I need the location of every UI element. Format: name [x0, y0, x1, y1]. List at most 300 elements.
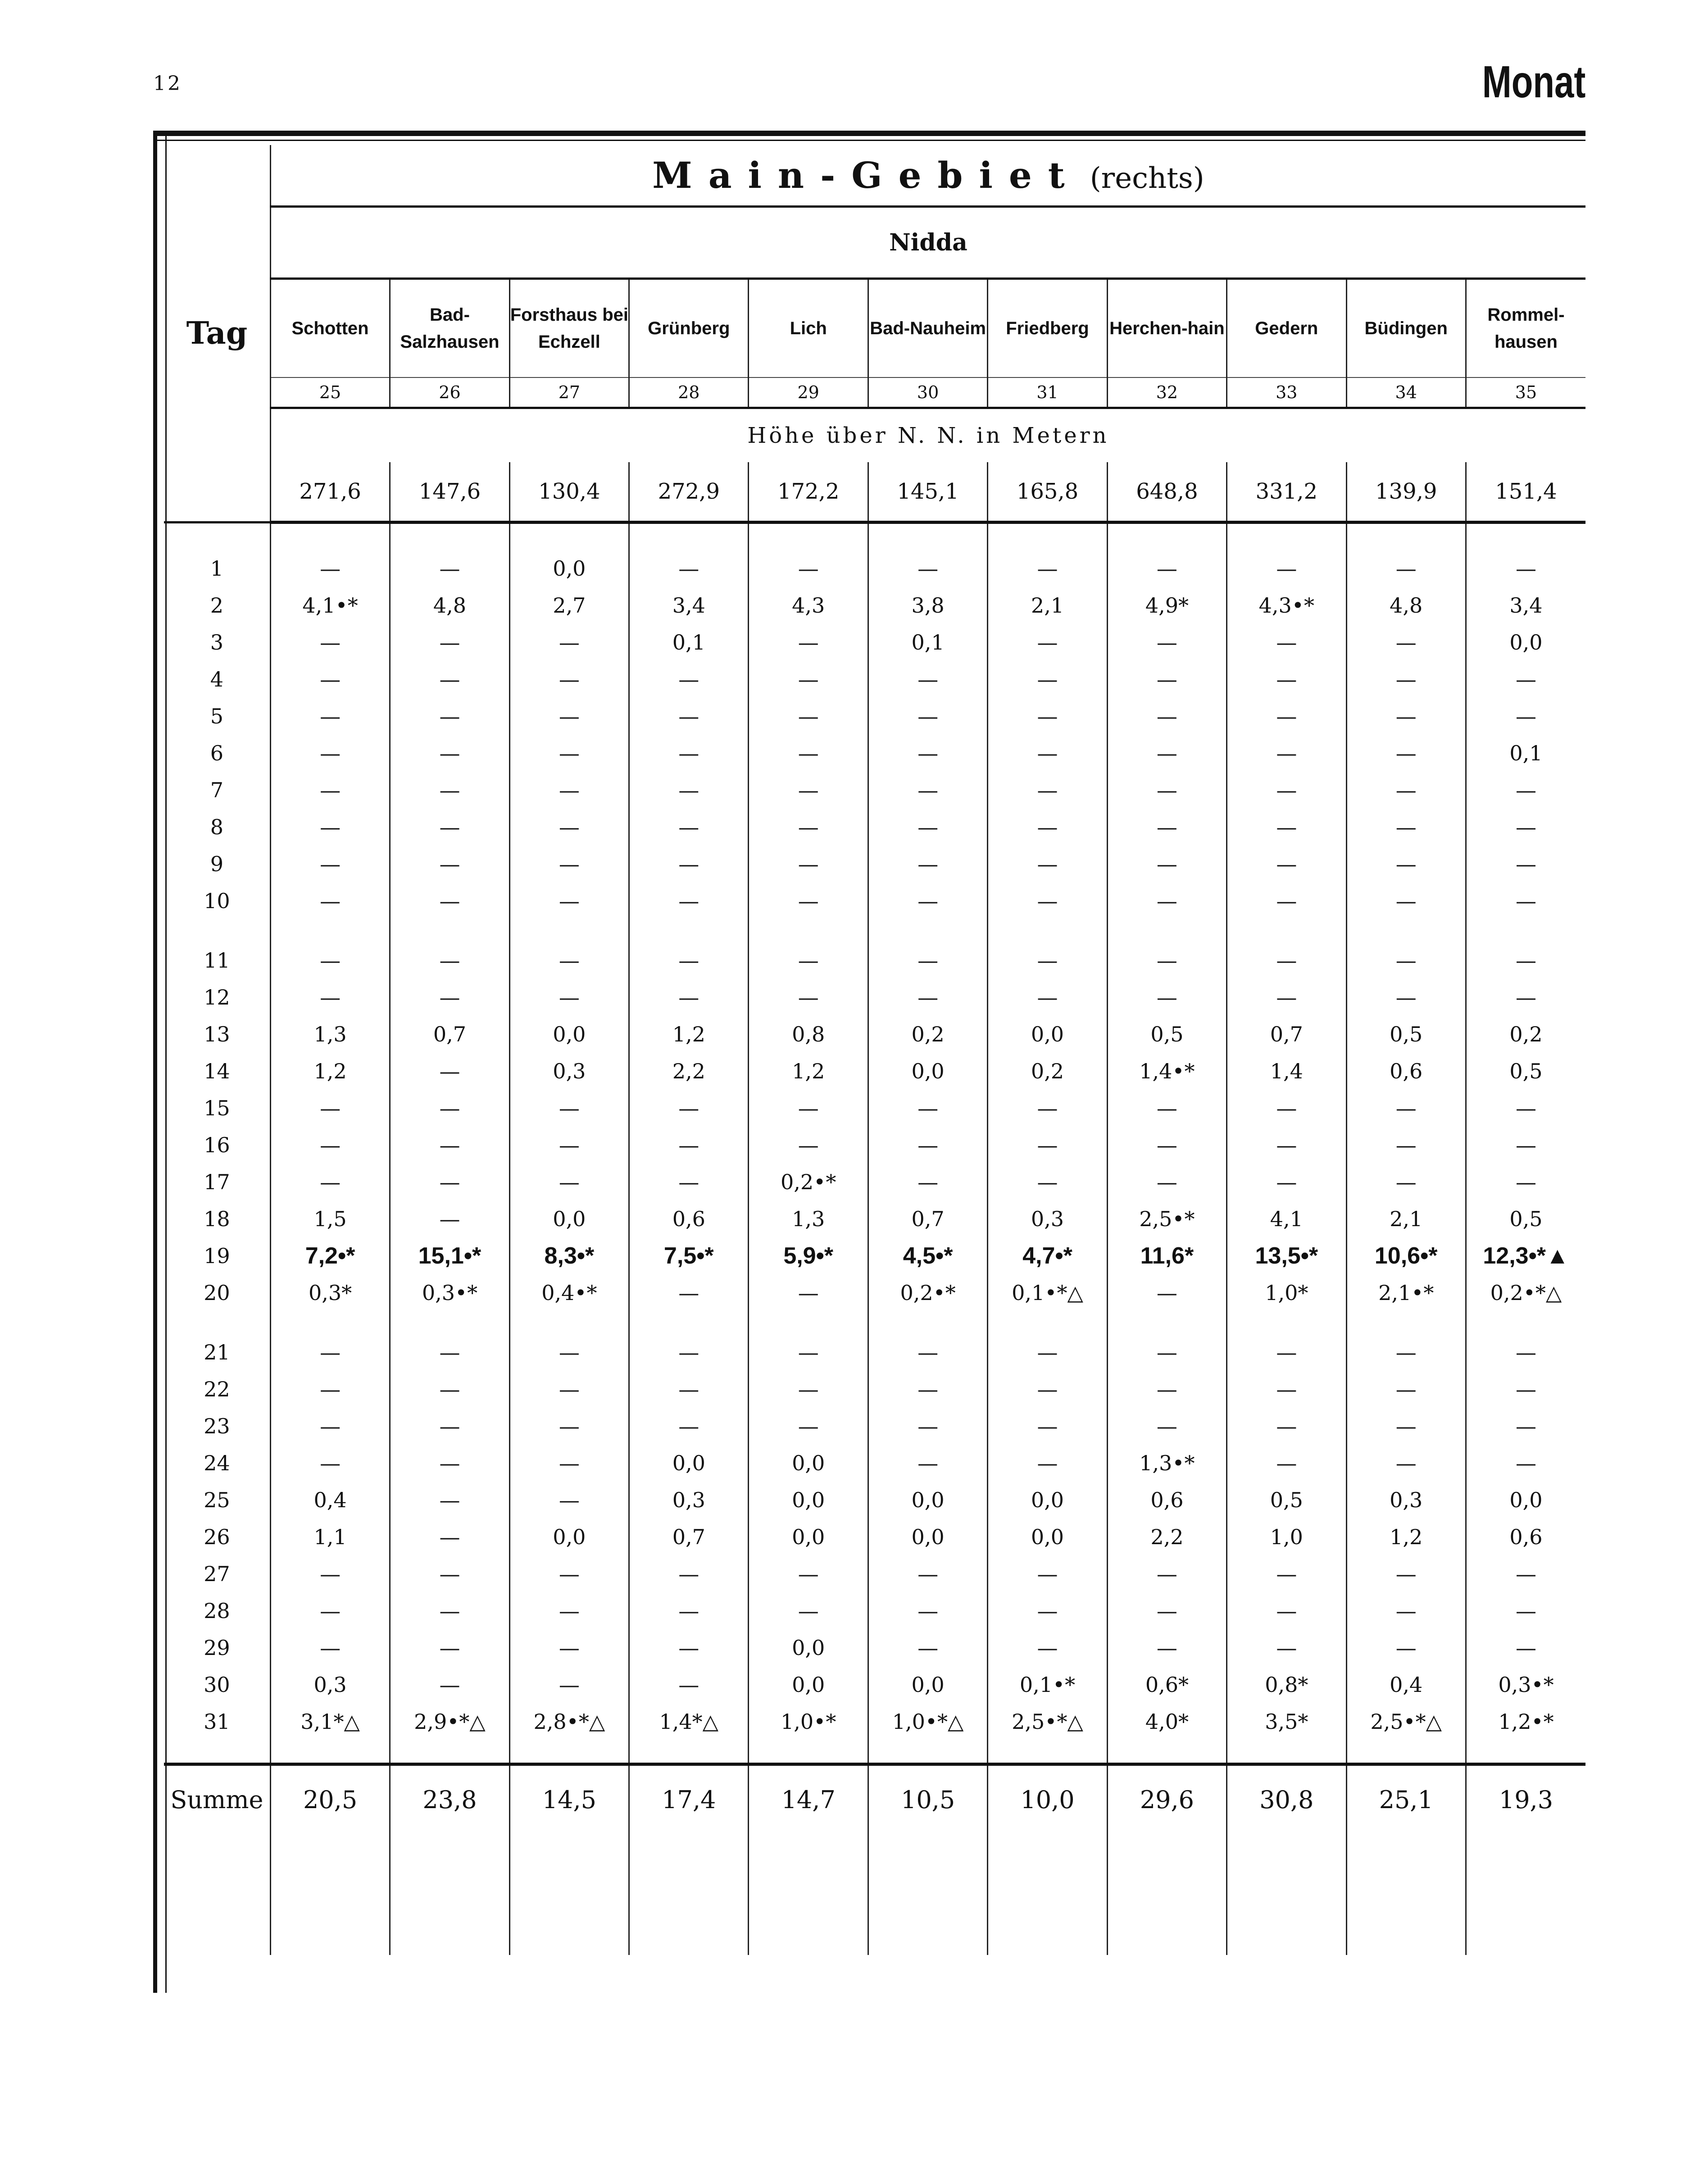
table-cell: 2,5•* [1107, 1200, 1226, 1237]
table-cell: — [629, 735, 749, 772]
table-cell: 2,2 [1107, 1518, 1226, 1555]
table-cell: — [1346, 550, 1466, 587]
day-number: 24 [204, 1451, 230, 1475]
table-cell: — [390, 1334, 509, 1371]
day-number: 10 [204, 889, 230, 913]
table-cell: 4,0* [1107, 1703, 1226, 1740]
day-number: 2 [210, 593, 224, 618]
sum-cell: 14,7 [749, 1764, 868, 1834]
table-cell: — [390, 735, 509, 772]
table-cell: — [1346, 1090, 1466, 1127]
table-cell: 0,2 [1466, 1016, 1585, 1053]
table-cell: — [868, 1629, 987, 1666]
table-cell: — [390, 1666, 509, 1703]
table-cell: — [270, 735, 390, 772]
table-cell: — [390, 846, 509, 882]
table-cell: — [1346, 1127, 1466, 1164]
table-cell: 0,7 [629, 1518, 749, 1555]
spacer-cell [749, 1833, 868, 1955]
page-number: 12 [153, 72, 182, 95]
table-cell: 5,9•* [749, 1237, 868, 1274]
table-cell: — [1227, 1371, 1346, 1408]
table-cell: — [270, 772, 390, 809]
table-cell: — [988, 942, 1107, 979]
table-cell: — [509, 661, 629, 698]
table-cell: 2,1 [1346, 1200, 1466, 1237]
station-elevation: 648,8 [1107, 462, 1226, 523]
table-cell: — [1227, 1445, 1346, 1482]
table-cell: — [1346, 1592, 1466, 1629]
table-cell: — [749, 1274, 868, 1311]
table-cell: 0,6 [1107, 1482, 1226, 1518]
table-cell: 8,3•* [509, 1237, 629, 1274]
tag-header: Tag [164, 145, 270, 523]
table-cell: — [749, 942, 868, 979]
table-cell: 0,5 [1466, 1200, 1585, 1237]
table-row [164, 1164, 1585, 1200]
table-cell: — [1107, 882, 1226, 919]
table-cell: — [988, 1555, 1107, 1592]
table-cell: — [629, 809, 749, 846]
table-cell: 0,6* [1107, 1666, 1226, 1703]
table-cell: — [868, 1555, 987, 1592]
table-row [164, 772, 1585, 809]
table-cell: — [270, 1629, 390, 1666]
station-elevation: 165,8 [988, 462, 1107, 523]
table-cell: — [390, 550, 509, 587]
table-cell: 0,0 [868, 1666, 987, 1703]
spacer-cell [749, 1311, 868, 1334]
table-row [164, 550, 1585, 587]
table-cell: — [868, 698, 987, 735]
table-cell: — [390, 661, 509, 698]
hoehe-label: Höhe über N. N. in Metern [270, 408, 1585, 463]
table-row [164, 1200, 1585, 1237]
day-number: 13 [204, 1022, 230, 1046]
day-number: 23 [204, 1414, 230, 1438]
sum-cell: 14,5 [509, 1764, 629, 1834]
day-number: 5 [210, 704, 224, 728]
table-cell: — [988, 1629, 1107, 1666]
table-cell: — [1346, 1164, 1466, 1200]
table-cell: — [629, 1592, 749, 1629]
table-cell: — [270, 1090, 390, 1127]
table-cell: — [1107, 1592, 1226, 1629]
table-cell: — [749, 1592, 868, 1629]
spacer-cell [1227, 1311, 1346, 1334]
table-cell: — [509, 846, 629, 882]
sum-cell: 10,0 [988, 1764, 1107, 1834]
spacer-cell [1466, 1740, 1585, 1764]
table-cell: — [270, 1334, 390, 1371]
table-row [164, 979, 1585, 1016]
table-cell: — [270, 1371, 390, 1408]
table-cell: — [629, 1371, 749, 1408]
table-cell: 2,7 [509, 587, 629, 624]
table-cell: — [1346, 846, 1466, 882]
table-cell: — [509, 1555, 629, 1592]
spacer-cell [988, 919, 1107, 942]
table-row [164, 1237, 1585, 1274]
table-cell: — [390, 882, 509, 919]
table-cell: — [629, 1555, 749, 1592]
table-cell: — [988, 1090, 1107, 1127]
table-row [164, 1274, 1585, 1311]
spacer-cell [390, 1740, 509, 1764]
table-cell: — [868, 735, 987, 772]
table-cell: 0,2 [868, 1016, 987, 1053]
table-cell: — [868, 942, 987, 979]
table-cell: — [270, 809, 390, 846]
table-cell: — [509, 1629, 629, 1666]
table-cell: — [629, 661, 749, 698]
table-cell: — [629, 1334, 749, 1371]
spacer-cell [509, 1311, 629, 1334]
station-name: Lich [749, 279, 868, 378]
table-cell: — [1346, 698, 1466, 735]
table-cell: 13,5•* [1227, 1237, 1346, 1274]
table-cell: — [509, 1090, 629, 1127]
table-cell: — [1346, 772, 1466, 809]
table-cell: 1,4 [1227, 1053, 1346, 1090]
day-number: 17 [204, 1170, 230, 1194]
table-row [164, 661, 1585, 698]
table-cell: — [270, 1592, 390, 1629]
table-cell: — [1227, 1090, 1346, 1127]
station-name: Rommel-hausen [1466, 279, 1585, 378]
region-suffix: (rechts) [1090, 162, 1204, 195]
table-row [164, 1555, 1585, 1592]
station-name: Forsthaus bei Echzell [509, 279, 629, 378]
table-cell: — [1466, 1164, 1585, 1200]
table-cell: — [270, 550, 390, 587]
table-cell: 0,7 [868, 1200, 987, 1237]
table-cell: 1,0•*△ [868, 1703, 987, 1740]
table-cell: 2,1•* [1346, 1274, 1466, 1311]
table-cell: — [1107, 624, 1226, 661]
table-cell: — [868, 882, 987, 919]
spacer-cell [868, 919, 987, 942]
table-row [164, 624, 1585, 661]
table-cell: — [1227, 735, 1346, 772]
table-cell: — [749, 1090, 868, 1127]
table-row [164, 942, 1585, 979]
table-cell: 0,3 [629, 1482, 749, 1518]
table-cell: 7,2•* [270, 1237, 390, 1274]
table-cell: 0,4•* [509, 1274, 629, 1311]
table-cell: 2,5•*△ [1346, 1703, 1466, 1740]
table-cell: — [390, 1555, 509, 1592]
table-cell: — [509, 1592, 629, 1629]
table-cell: — [509, 979, 629, 1016]
station-number: 25 [270, 377, 390, 408]
table-cell: — [1227, 809, 1346, 846]
table-cell: — [1107, 846, 1226, 882]
spacer-cell [270, 919, 390, 942]
table-cell: — [1346, 882, 1466, 919]
table-cell: 0,0 [749, 1666, 868, 1703]
table-cell: — [1227, 1629, 1346, 1666]
table-cell: — [1466, 550, 1585, 587]
table-cell: 0,3•* [1466, 1666, 1585, 1703]
spacer-cell [868, 523, 987, 550]
table-cell: 0,2•* [868, 1274, 987, 1311]
table-cell: — [749, 1127, 868, 1164]
spacer-cell [390, 1833, 509, 1955]
table-cell: — [1227, 979, 1346, 1016]
table-cell: 0,0 [988, 1518, 1107, 1555]
table-cell: — [868, 1371, 987, 1408]
table-cell: — [1107, 1371, 1226, 1408]
table-cell: 4,1•* [270, 587, 390, 624]
day-number: 30 [204, 1673, 230, 1697]
table-cell: — [1227, 942, 1346, 979]
table-cell: — [509, 1482, 629, 1518]
day-number: 19 [204, 1244, 230, 1268]
table-cell: — [390, 772, 509, 809]
table-cell: 0,0 [749, 1482, 868, 1518]
spacer-cell [1107, 1311, 1226, 1334]
table-cell: — [270, 1445, 390, 1482]
table-cell: 0,0 [509, 550, 629, 587]
table-cell: 0,1 [1466, 735, 1585, 772]
table-cell: — [1466, 1592, 1585, 1629]
station-number: 26 [390, 377, 509, 408]
station-name: Bad-Nauheim [868, 279, 987, 378]
spacer-cell [270, 1833, 390, 1955]
station-name: Herchen-hain [1107, 279, 1226, 378]
table-cell: — [1466, 809, 1585, 846]
table-cell: 1,1 [270, 1518, 390, 1555]
table-cell: — [1107, 1408, 1226, 1445]
table-cell: — [1346, 1408, 1466, 1445]
table-cell: — [1466, 979, 1585, 1016]
table-cell: 0,4 [270, 1482, 390, 1518]
table-cell: — [1346, 1555, 1466, 1592]
table-cell: — [749, 661, 868, 698]
table-cell: 0,6 [629, 1200, 749, 1237]
spacer-cell [390, 1311, 509, 1334]
spacer-cell [988, 1833, 1107, 1955]
table-cell: 0,0 [868, 1482, 987, 1518]
day-number: 28 [204, 1599, 230, 1623]
day-number: 12 [204, 985, 230, 1009]
table-cell: 0,6 [1466, 1518, 1585, 1555]
table-cell: 0,3•* [390, 1274, 509, 1311]
table-cell: — [988, 846, 1107, 882]
station-number: 32 [1107, 377, 1226, 408]
table-cell: 0,1 [868, 624, 987, 661]
precipitation-table [164, 145, 1585, 1955]
day-number: 9 [210, 852, 224, 876]
spacer-row [164, 1833, 1585, 1955]
table-cell: — [390, 1371, 509, 1408]
table-cell: — [1227, 846, 1346, 882]
table-cell: — [629, 1090, 749, 1127]
table-cell: — [988, 1408, 1107, 1445]
table-cell: — [509, 882, 629, 919]
day-number: 26 [204, 1525, 230, 1549]
table-cell: — [629, 1629, 749, 1666]
table-cell: 12,3•*▲ [1466, 1237, 1585, 1274]
table-cell: — [1346, 979, 1466, 1016]
table-cell: — [629, 1408, 749, 1445]
table-cell: 0,6 [1346, 1053, 1466, 1090]
spacer-cell [164, 1740, 270, 1764]
table-cell: — [749, 698, 868, 735]
day-number: 31 [204, 1709, 230, 1734]
station-number: 27 [509, 377, 629, 408]
table-cell: — [988, 1445, 1107, 1482]
table-cell: 11,6* [1107, 1237, 1226, 1274]
station-name: Gedern [1227, 279, 1346, 378]
table-cell: — [1466, 772, 1585, 809]
spacer-cell [868, 1833, 987, 1955]
day-number: 15 [204, 1096, 230, 1120]
spacer-cell [629, 1833, 749, 1955]
table-cell: — [1107, 550, 1226, 587]
table-row [164, 1445, 1585, 1482]
table-cell: — [629, 942, 749, 979]
table-cell: — [509, 942, 629, 979]
table-cell: — [1466, 882, 1585, 919]
spacer-cell [164, 523, 270, 550]
table-cell: — [270, 979, 390, 1016]
table-cell: — [1227, 1127, 1346, 1164]
table-cell: 1,3 [270, 1016, 390, 1053]
table-cell: — [868, 1090, 987, 1127]
station-elevation: 172,2 [749, 462, 868, 523]
day-number: 27 [204, 1562, 230, 1586]
table-cell: — [1107, 809, 1226, 846]
table-cell: — [1466, 1555, 1585, 1592]
day-number: 3 [210, 630, 224, 655]
table-cell: — [988, 735, 1107, 772]
table-cell: — [988, 661, 1107, 698]
station-elevation: 147,6 [390, 462, 509, 523]
table-cell: — [1107, 772, 1226, 809]
table-cell: 0,1 [629, 624, 749, 661]
table-cell: 0,0 [868, 1518, 987, 1555]
table-cell: 0,3 [1346, 1482, 1466, 1518]
table-cell: 0,1•*△ [988, 1274, 1107, 1311]
table-cell: 3,1*△ [270, 1703, 390, 1740]
table-cell: — [1227, 772, 1346, 809]
table-cell: 1,4•* [1107, 1053, 1226, 1090]
spacer-cell [509, 523, 629, 550]
spacer-cell [1227, 523, 1346, 550]
table-row [164, 1482, 1585, 1518]
station-name: Grünberg [629, 279, 749, 378]
table-cell: 3,8 [868, 587, 987, 624]
table-cell: 0,4 [1346, 1666, 1466, 1703]
table-cell: — [270, 1164, 390, 1200]
month-header: Monat [1482, 57, 1585, 107]
table-cell: — [988, 1127, 1107, 1164]
table-cell: 0,0 [509, 1200, 629, 1237]
spacer-cell [629, 919, 749, 942]
table-cell: — [988, 1592, 1107, 1629]
day-number: 20 [204, 1281, 230, 1305]
table-cell: — [1107, 1334, 1226, 1371]
sum-cell: 20,5 [270, 1764, 390, 1834]
table-cell: — [1107, 1274, 1226, 1311]
table-cell: — [749, 882, 868, 919]
table-cell: — [1227, 698, 1346, 735]
table-cell: 3,4 [629, 587, 749, 624]
station-number: 29 [749, 377, 868, 408]
table-cell: — [1107, 942, 1226, 979]
table-cell: 1,2•* [1466, 1703, 1585, 1740]
table-cell: — [629, 1164, 749, 1200]
spacer-cell [629, 1311, 749, 1334]
table-cell: — [1346, 942, 1466, 979]
region-title [270, 145, 1585, 207]
table-cell: — [1466, 1371, 1585, 1408]
region-name: Main-Gebiet [652, 154, 1081, 196]
table-row [164, 809, 1585, 846]
top-rule [153, 131, 1585, 141]
table-cell: 7,5•* [629, 1237, 749, 1274]
table-cell: 0,0 [988, 1016, 1107, 1053]
table-cell: — [1107, 698, 1226, 735]
table-cell: — [270, 624, 390, 661]
spacer-cell [1466, 1833, 1585, 1955]
table-cell: 0,0 [509, 1518, 629, 1555]
spacer-cell [164, 919, 270, 942]
spacer-cell [749, 1740, 868, 1764]
spacer-cell [390, 523, 509, 550]
spacer-cell [749, 919, 868, 942]
table-cell: — [1346, 624, 1466, 661]
table-cell: — [749, 735, 868, 772]
table-cell: 1,0 [1227, 1518, 1346, 1555]
table-cell: — [868, 1164, 987, 1200]
spacer-cell [1346, 1833, 1466, 1955]
table-cell: 3,4 [1466, 587, 1585, 624]
table-cell: 0,5 [1346, 1016, 1466, 1053]
table-cell: — [868, 1127, 987, 1164]
table-cell: — [1227, 1408, 1346, 1445]
day-number: 14 [204, 1059, 230, 1083]
station-elevation: 130,4 [509, 462, 629, 523]
table-cell: — [1227, 1164, 1346, 1200]
table-cell: — [509, 809, 629, 846]
table-cell: 1,2 [270, 1053, 390, 1090]
table-cell: — [390, 1127, 509, 1164]
station-number: 33 [1227, 377, 1346, 408]
table-cell: 2,2 [629, 1053, 749, 1090]
day-number: 22 [204, 1377, 230, 1401]
station-elevation: 271,6 [270, 462, 390, 523]
table-cell: — [390, 1090, 509, 1127]
spacer-cell [164, 1311, 270, 1334]
table-cell: — [629, 846, 749, 882]
table-cell: 0,7 [1227, 1016, 1346, 1053]
spacer-cell [749, 523, 868, 550]
day-number: 4 [210, 667, 224, 691]
table-row [164, 1334, 1585, 1371]
table-cell: 0,0 [749, 1518, 868, 1555]
spacer-cell [1346, 523, 1466, 550]
table-cell: — [509, 1127, 629, 1164]
table-cell: — [629, 979, 749, 1016]
table-cell: 4,5•* [868, 1237, 987, 1274]
table-cell: 1,2 [629, 1016, 749, 1053]
table-cell: 1,5 [270, 1200, 390, 1237]
table-cell: — [1466, 1334, 1585, 1371]
table-cell: — [1466, 1090, 1585, 1127]
